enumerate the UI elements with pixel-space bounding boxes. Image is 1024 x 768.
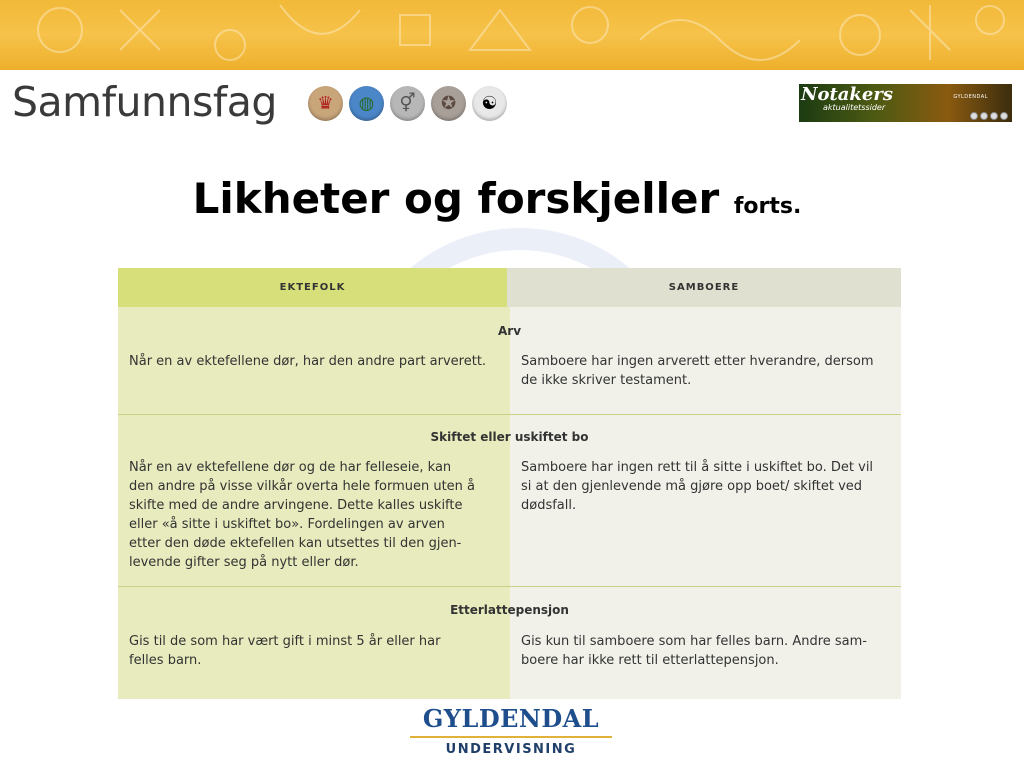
publisher-logo xyxy=(404,704,618,757)
cell-ektefolk-etterlattepensjon: Gis til de som har vært gift i minst 5 år eller har felles barn. xyxy=(129,634,441,668)
cell-ektefolk-arv: Når en av ektefellene dør, har den andre part arverett. xyxy=(129,354,487,369)
cell-samboere-etterlattepensjon: Gis kun til samboere som har felles barn. Andre sam- boere har ikke rett til etterlattepensjon. xyxy=(521,634,867,668)
section-title-uskiftet-bo: Skiftet eller uskiftet bo xyxy=(430,430,589,444)
section-divider xyxy=(118,586,901,587)
yin-yang-icon[interactable]: ☯ xyxy=(472,86,507,121)
slide-title-main: Likheter og forskjeller xyxy=(192,174,720,223)
notakers-dots xyxy=(970,112,1008,120)
gender-symbols-icon[interactable]: ⚥ xyxy=(390,86,425,121)
header-ektefolk: EKTEFOLK xyxy=(118,268,507,307)
cell-samboere-uskiftet-bo: Samboere har ingen rett til å sitte i uskiftet bo. Det vil si at den gjenlevende må gjøre opp boet/ skiftet ved dødsfall. xyxy=(521,460,874,513)
comparison-table xyxy=(118,268,901,699)
notakers-subtitle: aktualitetssider xyxy=(823,103,886,112)
top-banner xyxy=(0,0,1024,70)
coin-icon[interactable]: ✪ xyxy=(431,86,466,121)
cell-ektefolk-uskiftet-bo: Når en av ektefellene dør og de har felleseie, kan den andre på visse vilkår overta hele formuen uten å skifte med de andre arvingene. Dette kalles uskifte eller «å sitte i uskiftet bo». Fordelingen av arven etter den døde ektefellen kan utsettes til den gjen- levende gifter seg på nytt eller dør. xyxy=(129,460,476,570)
section-title-etterlattepensjon: Etterlattepensjon xyxy=(450,603,569,617)
slide-title-suffix: forts. xyxy=(733,194,802,219)
notakers-title: Notakers xyxy=(801,84,893,105)
notakers-banner[interactable] xyxy=(799,84,1012,122)
publisher-rule xyxy=(410,736,612,738)
publisher-division: UNDERVISNING xyxy=(445,742,577,757)
cell-samboere-arv: Samboere har ingen arverett etter hverandre, dersom de ikke skriver testament. xyxy=(521,354,874,388)
slide-title xyxy=(0,174,994,223)
section-divider xyxy=(118,414,901,415)
globe-icon[interactable]: ◍ xyxy=(349,86,384,121)
notakers-publisher: GYLDENDAL xyxy=(953,94,988,100)
header-samboere: SAMBOERE xyxy=(507,268,901,307)
brand-title: Samfunnsfag xyxy=(12,78,277,126)
banner-doodles xyxy=(0,0,1024,70)
subject-icons xyxy=(308,86,507,121)
publisher-name: GYLDENDAL xyxy=(422,704,600,733)
section-title-arv: Arv xyxy=(497,324,522,338)
coat-of-arms-icon[interactable]: ♛ xyxy=(308,86,343,121)
